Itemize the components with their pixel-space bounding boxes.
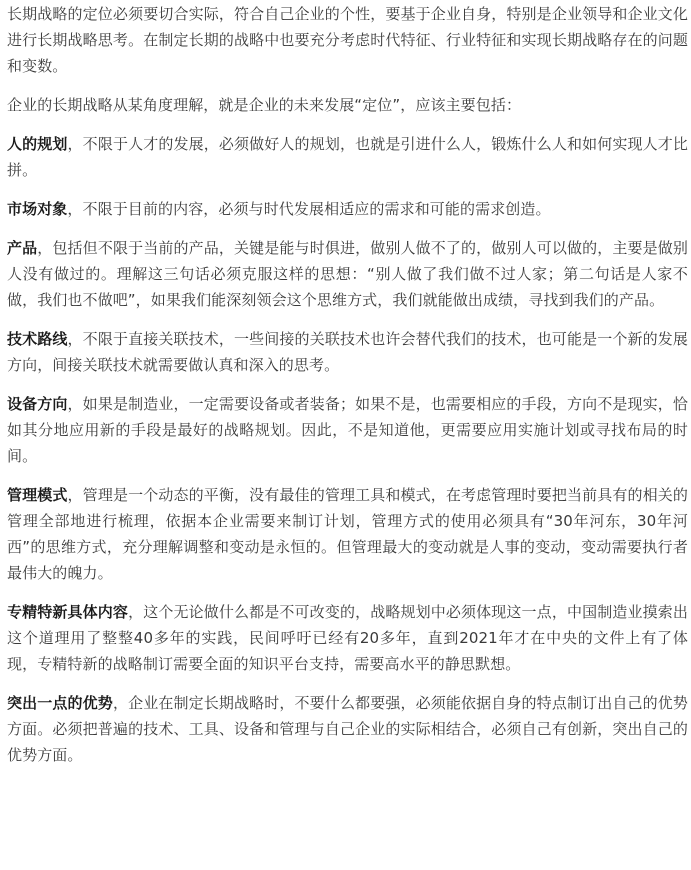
- paragraph-management: [7, 482, 688, 586]
- paragraph-text: ，管理是一个动态的平衡，没有最佳的管理工具和模式，在考虑管理时要把当前具有的相关的管理全部地进行梳理，依据本企业需要来制订计划，管理方式的使用必须具有“30年河东，30年河西”的思维方式，充分理解调整和变动是永恒的。但管理最大的变动就是人事的变动，变动需要执行者最伟大的魄力。: [7, 486, 689, 582]
- paragraph-specialization: [7, 599, 688, 677]
- paragraph-advantage: [7, 690, 688, 768]
- paragraph-heading: 专精特新具体内容: [7, 603, 129, 621]
- paragraph-people-planning: [7, 131, 688, 183]
- paragraph-product: [7, 235, 688, 313]
- paragraph-equipment: [7, 391, 688, 469]
- paragraph-heading: 技术路线: [7, 330, 68, 348]
- paragraph-heading: 产品: [7, 239, 38, 257]
- paragraph-text: ，不限于目前的内容，必须与时代发展相适应的需求和可能的需求创造。: [67, 200, 551, 218]
- paragraph-text: ，不限于人才的发展，必须做好人的规划，也就是引进什么人，锻炼什么人和如何实现人才比拼。: [7, 135, 689, 179]
- paragraph-text: 企业的长期战略从某角度理解，就是企业的未来发展“定位”，应该主要包括：: [7, 96, 522, 114]
- paragraph-text: ，不限于直接关联技术，一些间接的关联技术也许会替代我们的技术，也可能是一个新的发展方向，间接关联技术就需要做认真和深入的思考。: [7, 330, 689, 374]
- paragraph-heading: 突出一点的优势: [7, 694, 113, 712]
- paragraph-scope: [7, 92, 688, 118]
- paragraph-technology: [7, 326, 688, 378]
- paragraph-heading: 设备方向: [7, 395, 68, 413]
- paragraph-text: ，包括但不限于当前的产品，关键是能与时俱进，做别人做不了的，做别人可以做的，主要是做别人没有做过的。理解这三句话必须克服这样的思想：“别人做了我们做不过人家；第二句话是人家不做，我们也不做吧”，如果我们能深刻领会这个思维方式，我们就能做出成绩，寻找到我们的产品。: [7, 239, 689, 309]
- paragraph-intro: [7, 1, 688, 79]
- paragraph-text: 长期战略的定位必须要切合实际，符合自己企业的个性，要基于企业自身，特别是企业领导和企业文化进行长期战略思考。在制定长期的战略中也要充分考虑时代特征、行业特征和实现长期战略存在的问题和变数。: [7, 5, 688, 75]
- article-body: [0, 1, 691, 768]
- paragraph-heading: 管理模式: [7, 486, 68, 504]
- paragraph-market: [7, 196, 688, 222]
- paragraph-text: ，如果是制造业，一定需要设备或者装备；如果不是，也需要相应的手段，方向不是现实，恰如其分地应用新的手段是最好的战略规划。因此，不是知道他，更需要应用实施计划或寻找布局的时间。: [7, 395, 689, 465]
- paragraph-text: ，这个无论做什么都是不可改变的，战略规划中必须体现这一点，中国制造业摸索出这个道理用了整整40多年的实践，民间呼吁已经有20多年，直到2021年才在中央的文件上有了体现，专精特新的战略制订需要全面的知识平台支持，需要高水平的静思默想。: [7, 603, 688, 673]
- paragraph-text: ，企业在制定长期战略时，不要什么都要强，必须能依据自身的特点制订出自己的优势方面。必须把普遍的技术、工具、设备和管理与自己企业的实际相结合，必须自己有创新，突出自己的优势方面。: [7, 694, 688, 764]
- paragraph-heading: 人的规划: [7, 135, 68, 153]
- paragraph-heading: 市场对象: [7, 200, 68, 218]
